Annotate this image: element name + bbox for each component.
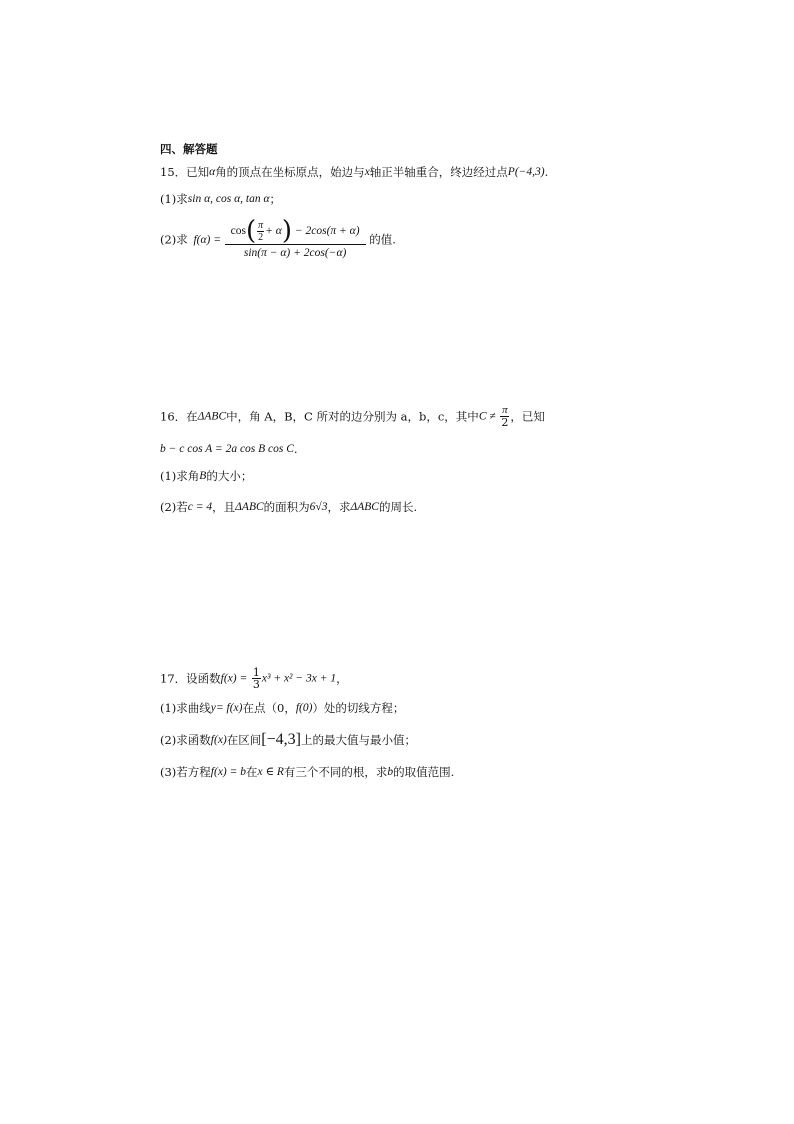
- section-heading: 四、解答题: [160, 142, 218, 156]
- q15-stem: 15．已知α角的顶点在坐标原点，始边与x轴正半轴重合，终边经过点P(−4,3).: [160, 165, 549, 179]
- q17-stem: 17．设函数f(x) = $\frac{1}{3}$ x³ + x² − 3x + 1，: [160, 666, 348, 691]
- q15-part2: (2)求 f(α) = cos( $\frac{\pi}{2}$ + α) − 2cos(π + α) sin(π − α) + 2cos(−α) 的值.: [160, 216, 396, 259]
- q16-part1: (1)求角B的大小；: [160, 469, 253, 483]
- q16-part2: (2)若c = 4，且ΔABC的面积为6√3，求ΔABC的周长.: [160, 500, 418, 514]
- q17-part2: (2)求函数f(x)在区间[−4,3]上的最大值与最小值；: [160, 731, 416, 748]
- q16-equation: b − c cos A = 2a cos B cos C.: [160, 442, 298, 456]
- q16-stem: 16．在ΔABC中，角 A，B，C 所对的边分别为 a，b，c，其中C ≠ $\frac{\pi}{2}$ ，已知: [160, 404, 545, 429]
- q15-fraction: cos( $\frac{\pi}{2}$ + α) − 2cos(π + α) sin(π − α) + 2cos(−α): [225, 218, 366, 261]
- q17-part1: (1)求曲线y= f(x)在点（0，f(0)）处的切线方程；: [160, 701, 405, 715]
- q17-part3: (3)若方程f(x) = b在x ∈ R有三个不同的根，求b的取值范围.: [160, 765, 455, 779]
- q15-part1: (1)求sin α, cos α, tan α；: [160, 192, 281, 206]
